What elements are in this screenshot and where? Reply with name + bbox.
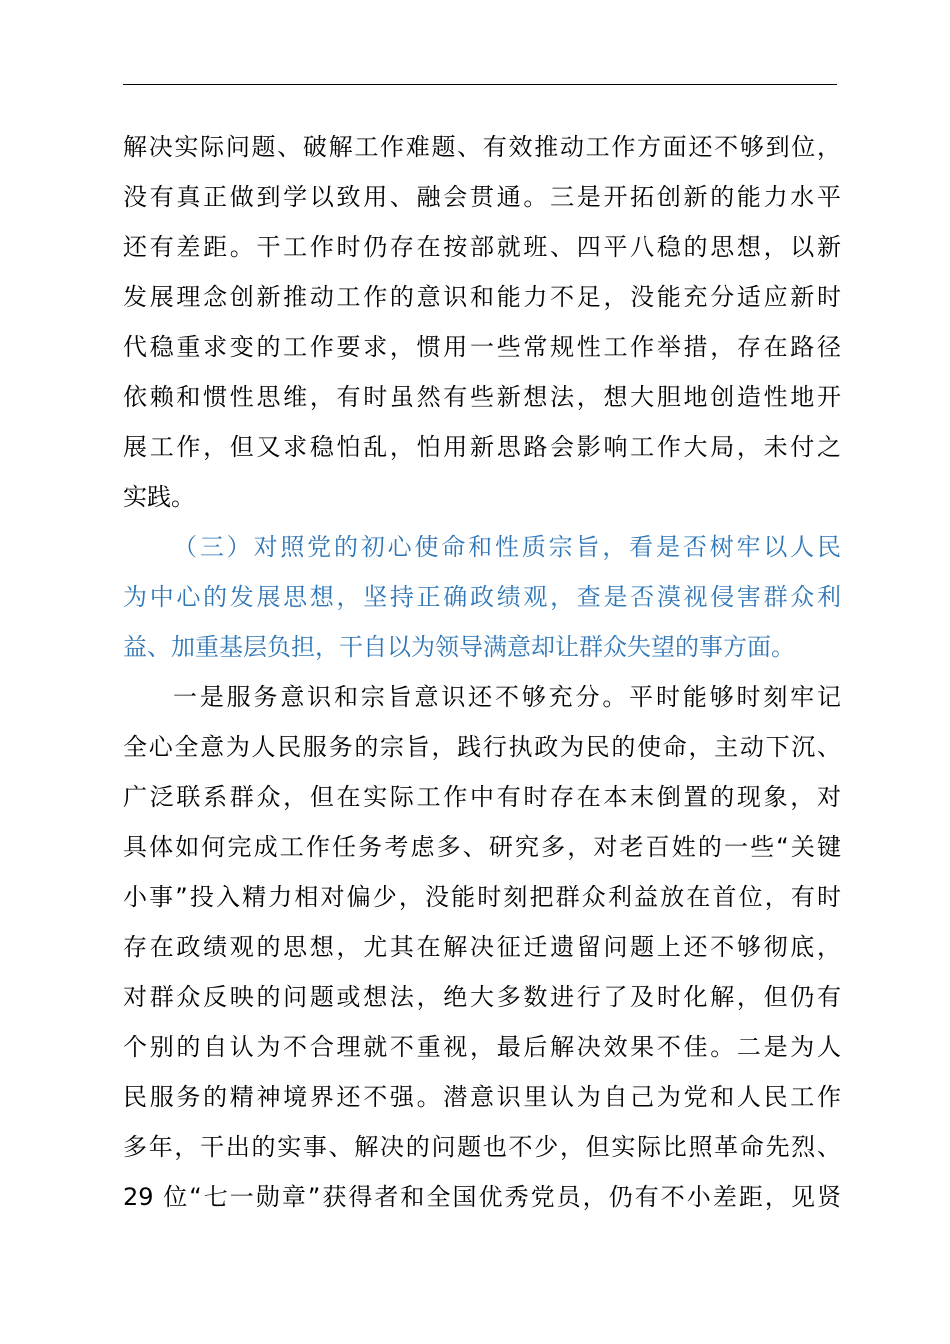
document-body xyxy=(123,122,841,1222)
text-line: 还有差距。干工作时仍存在按部就班、四平八稳的思想，以新 xyxy=(123,233,841,261)
text-line: 广泛联系群众，但在实际工作中有时存在本末倒置的现象，对 xyxy=(123,783,841,811)
text-line: 代稳重求变的工作要求，惯用一些常规性工作举措，存在路径 xyxy=(123,333,841,361)
text-line: 展工作，但又求稳怕乱，怕用新思路会影响工作大局，未付之 xyxy=(123,433,841,461)
text-line: 依赖和惯性思维，有时虽然有些新想法，想大胆地创造性地开 xyxy=(123,383,841,411)
section-heading-line: （三）对照党的初心使命和性质宗旨，看是否树牢以人民 xyxy=(173,533,841,561)
header-rule xyxy=(123,84,837,85)
text-line: 没有真正做到学以致用、融会贯通。三是开拓创新的能力水平 xyxy=(123,183,841,211)
text-line: 民服务的精神境界还不强。潜意识里认为自己为党和人民工作 xyxy=(123,1083,841,1111)
text-line: 全心全意为人民服务的宗旨，践行执政为民的使命，主动下沉、 xyxy=(123,733,841,761)
text-line: 29 位“七一勋章”获得者和全国优秀党员，仍有不小差距，见贤 xyxy=(123,1183,841,1211)
text-line: 实践。 xyxy=(123,483,195,511)
text-line: 解决实际问题、破解工作难题、有效推动工作方面还不够到位， xyxy=(123,133,841,161)
section-heading-line: 为中心的发展思想，坚持正确政绩观，查是否漠视侵害群众利 xyxy=(123,583,841,611)
text-line: 发展理念创新推动工作的意识和能力不足，没能充分适应新时 xyxy=(123,283,841,311)
text-line: 一是服务意识和宗旨意识还不够充分。平时能够时刻牢记 xyxy=(173,683,841,711)
text-line: 多年，干出的实事、解决的问题也不少，但实际比照革命先烈、 xyxy=(123,1133,841,1161)
section-heading-line: 益、加重基层负担，干自以为领导满意却让群众失望的事方面。 xyxy=(123,633,795,661)
text-line: 具体如何完成工作任务考虑多、研究多，对老百姓的一些“关键 xyxy=(123,833,841,861)
text-line: 对群众反映的问题或想法，绝大多数进行了及时化解，但仍有 xyxy=(123,983,841,1011)
text-line: 个别的自认为不合理就不重视，最后解决效果不佳。二是为人 xyxy=(123,1033,841,1061)
text-line: 存在政绩观的思想，尤其在解决征迁遗留问题上还不够彻底， xyxy=(123,933,841,961)
text-line: 小事”投入精力相对偏少，没能时刻把群众利益放在首位，有时 xyxy=(123,883,841,911)
